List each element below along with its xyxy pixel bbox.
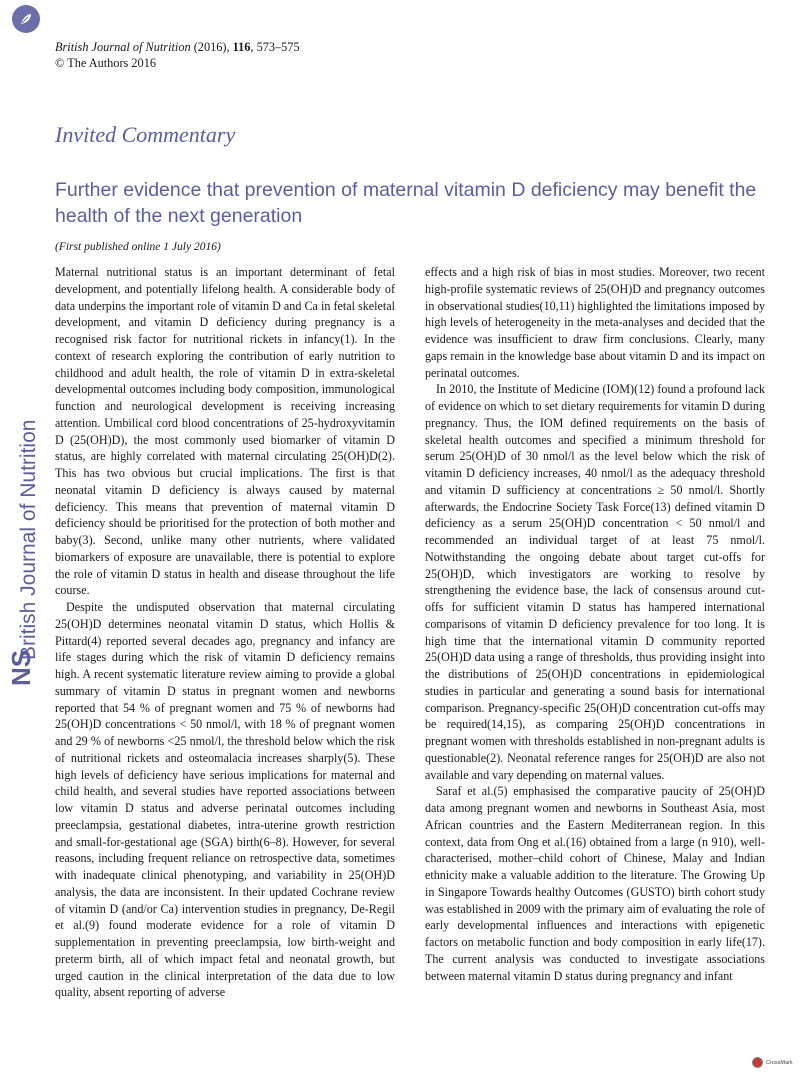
journal-citation	[55, 40, 300, 55]
right-column	[425, 264, 765, 984]
journal-pages: , 573–575	[250, 40, 300, 54]
crossmark-label: CrossMark	[766, 1059, 793, 1066]
crossmark-icon	[752, 1057, 763, 1068]
ns-logo-icon: NS	[6, 649, 36, 686]
journal-volume: 116	[232, 40, 251, 54]
journal-year: (2016),	[190, 40, 233, 54]
journal-name: British Journal of Nutrition	[55, 40, 191, 54]
paragraph: Saraf et al.(5) emphasised the comparative paucity of 25(OH)D data among pregnant women and newborns in Southeast Asia, most African countries and the Eastern Mediterranean region. In this context, data from Ong et al.(16) obtained from a large (n 910), well-characterised, mother–child cohort of Chinese, Malay and Indian ethnicity make a valuable addition to the literature. The Growing Up in Singapore Towards healthy Outcomes (GUSTO) birth cohort study was established in 2009 with the primary aim of evaluating the role of early developmental influences and interactions with epigenetic factors on metabolic function and body composition in early life(17). The current analysis was conducted to investigate associations between maternal vitamin D status during pregnancy and infant	[425, 784, 765, 983]
paragraph: effects and a high risk of bias in most studies. Moreover, two recent high-profile systematic reviews of 25(OH)D and pregnancy outcomes in observational studies(10,11) highlighted the limitations imposed by high levels of heterogeneity in the meta-analyses and decided that the evidence was insufficient to draw firm conclusions. Clearly, many gaps remain in the knowledge base about vitamin D and its impact on perinatal outcomes.	[425, 265, 765, 380]
paragraph: In 2010, the Institute of Medicine (IOM)(12) found a profound lack of evidence on which to set dietary requirements for vitamin D during pregnancy. Thus, the IOM defined requirements on the basis of skeletal health outcomes and specified a minimum threshold for serum 25(OH)D of 30 nmol/l as the level below which the risk of vitamin D deficiency increases, 40 nmol/l as the adequacy threshold and vitamin D sufficiency at concentrations ≥ 50 nmol/l. Shortly afterwards, the Endocrine Society Task Force(13) defined vitamin D deficiency as a serum 25(OH)D concentration < 50 nmol/l and recommended an individual target of at least 75 nmol/l. Notwithstanding the ongoing debate about target cut-offs for 25(OH)D, which investigators are working to resolve by strengthening the evidence base, the lack of consensus around cut-offs for sufficient vitamin D status has hampered international comparisons of vitamin D deficiency prevalence for too long. It is high time that the international vitamin D community reported 25(OH)D data using a range of thresholds, thus providing insight into the distributions of 25(OH)D concentrations in epidemiological studies in particular and generating a sound basis for international comparison. Pregnancy-specific 25(OH)D concentration cut-offs may be required(14,15), as comparing 25(OH)D concentrations in pregnant women with thresholds established in non-pregnant adults is questionable(2). Neonatal reference ranges for 25(OH)D are also not available and vary depending on maternal values.	[425, 382, 765, 782]
paragraph: Maternal nutritional status is an important determinant of fetal development, and potentially lifelong health. A considerable body of data underpins the important role of vitamin D and Ca in fetal skeletal development, and vitamin D deficiency during pregnancy is a recognised risk factor for nutritional rickets in infancy(1). In the context of research exploring the contribution of early nutrition to childhood and adult health, the role of vitamin D in extra-skeletal developmental outcomes including body composition, immunological function and neurological development is receiving increasing attention. Umbilical cord blood concentrations of 25-hydroxyvitamin D (25(OH)D), the most commonly used biomarker of vitamin D status, are highly correlated with maternal circulating 25(OH)D(2). This has two obvious but crucial implications. The first is that neonatal vitamin D deficiency is always caused by maternal deficiency. This means that prevention of maternal vitamin D deficiency should be prioritised for the protection of both mother and baby(3). Second, unlike many other nutrients, where validated biomarkers of exposure are unavailable, there is potential to explore the role of vitamin D status in health and disease throughout the life course.	[55, 265, 395, 598]
section-label: Invited Commentary	[55, 122, 236, 147]
copyright: © The Authors 2016	[55, 56, 156, 70]
ns-badge-icon	[12, 5, 40, 33]
paragraph: Despite the undisputed observation that maternal circulating 25(OH)D determines neonatal vitamin D status, which Hollis & Pittard(4) reported several decades ago, pregnancy and infancy are life stages during which the risk of vitamin D deficiency remains high. A recent systematic literature review aiming to provide a global summary of vitamin D status in pregnant women and newborns reported that 54 % of pregnant women and 75 % of newborns had 25(OH)D concentrations < 50 nmol/l, with 18 % of pregnant women and 29 % of newborns <25 nmol/l, the threshold below which the risk of nutritional rickets and osteomalacia increases sharply(5). These high levels of deficiency have serious implications for maternal and child health, and several studies have reported associations between low vitamin D status and adverse perinatal outcomes including preeclampsia, gestational diabetes, intra-uterine growth restriction and small-for-gestational age (SGA) birth(6–8). However, for several reasons, including frequent reliance on retrospective data, sometimes with inadequate clinical phenotyping, and variability in 25(OH)D analysis, the data are inconsistent. In their updated Cochrane review of vitamin D (and/or Ca) intervention studies in pregnancy, De-Regil et al.(9) found moderate evidence for a role of vitamin D supplementation in preventing preeclampsia, low birth-weight and preterm birth, all of which impact fetal and neonatal growth, but urged caution in the clinical interpretation of the data due to low quality, absent reporting of adverse	[55, 600, 395, 1000]
left-column	[55, 264, 395, 1001]
article-title: Further evidence that prevention of maternal vitamin D deficiency may benefit the health of the next generation	[55, 179, 757, 227]
publication-date: (First published online 1 July 2016)	[55, 241, 221, 253]
crossmark-badge[interactable]	[752, 1057, 793, 1068]
sidebar-journal-name: British Journal of Nutrition	[17, 419, 40, 660]
